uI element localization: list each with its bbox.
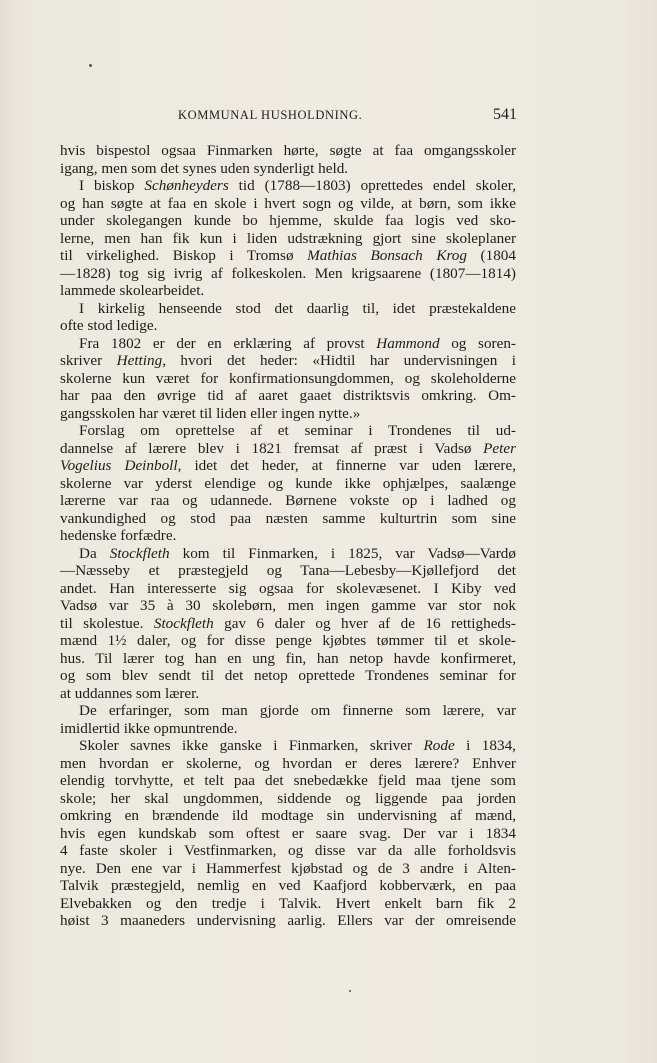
text-run: til skolestue.	[60, 614, 154, 632]
text-line	[60, 597, 516, 615]
text-run: I biskop	[79, 177, 145, 194]
text-line	[60, 247, 516, 265]
text-line	[60, 562, 516, 580]
text-run: ofte stod ledige.	[60, 317, 158, 334]
text-line	[60, 877, 516, 895]
text-run: skolerne var yderst elendige og kunde ikke ophjælpes, saalænge	[60, 474, 516, 492]
text-run: og som blev sendt til det netop oprettede Trondenes seminar for	[60, 667, 516, 684]
italic-name: Stockfleth	[153, 614, 214, 632]
text-line	[60, 212, 516, 230]
text-run: , idet det heder, at finnerne var uden lærere,	[177, 457, 516, 474]
running-header	[0, 108, 657, 128]
text-line	[60, 632, 516, 650]
text-line	[60, 755, 516, 773]
text-line	[60, 895, 516, 913]
text-run: skriver	[60, 352, 117, 369]
text-line	[60, 370, 516, 388]
running-title: KOMMUNAL HUSHOLDNING.	[178, 108, 363, 122]
text-line	[60, 195, 516, 213]
text-run: Forslag om oprettelse af et seminar i Trondenes til ud-	[79, 422, 516, 439]
text-line	[60, 440, 516, 458]
text-run: lærerne var raa og udannede. Børnene vokste op i ladhed og	[60, 492, 516, 509]
text-run: gangsskolen har været til liden eller ingen nytte.»	[60, 404, 361, 422]
text-line	[60, 457, 516, 475]
italic-name: Schønheyders	[144, 177, 229, 194]
text-run: og soren-	[439, 334, 516, 352]
text-run: De erfaringer, som man gjorde om finnerne som lærere, var	[79, 702, 516, 719]
text-line	[60, 160, 516, 178]
text-run: hvis egen kundskab som oftest er saare svag. Der var i 1834	[60, 824, 516, 842]
text-run: til virkelighed. Biskop i Tromsø	[60, 247, 308, 264]
italic-name: Hetting	[116, 352, 163, 369]
text-run: har paa den øvrige tid af aaret gaaet distriktsvis omkring. Om-	[60, 387, 516, 404]
text-line	[60, 265, 516, 283]
text-run: men hvordan er skolerne, og hvordan er deres lærere? Enhver	[60, 754, 516, 772]
text-run: og han søgte at faa en skole i hvert sogn og vilde, at børn, som ikke	[60, 194, 516, 212]
text-line	[60, 650, 516, 668]
text-line	[60, 527, 516, 545]
text-run: 4 faste skoler i Vestfinmarken, og disse var da alle forholdsvis	[60, 842, 516, 859]
text-run: Fra 1802 er der en erklæring af provst	[79, 334, 377, 352]
text-line	[60, 177, 516, 195]
text-run: I kirkelig henseende stod det daarlig til, idet præstekaldene	[79, 299, 516, 317]
text-line	[60, 825, 516, 843]
text-run: tid (1788—1803) oprettedes endel skoler,	[228, 177, 516, 194]
italic-name: Rode	[423, 737, 455, 754]
text-line	[60, 580, 516, 598]
text-run: under skolegangen kunde bo hjemme, skulde faa logis ved sko-	[60, 212, 516, 229]
text-run: hus. Til lærer tog han en ung fin, han netop havde konfirmeret,	[60, 649, 516, 667]
text-run: , hvori det heder: «Hidtil har undervisningen i	[162, 352, 516, 369]
text-run: —Næsseby et præstegjeld og Tana—Lebesby—Kjøllefjord det	[60, 562, 516, 579]
body-text	[60, 142, 516, 930]
text-line	[60, 615, 516, 633]
text-line	[60, 737, 516, 755]
text-line	[60, 230, 516, 248]
italic-name: Vogelius Deinboll	[60, 457, 178, 474]
text-run: elendig torvhytte, et telt paa det snebedække fjeld maa tjene som	[60, 772, 516, 789]
text-line	[60, 912, 516, 930]
text-line	[60, 860, 516, 878]
text-run: kom til Finmarken, i 1825, var Vadsø—Vardø	[169, 544, 516, 562]
text-run: —1828) tog sig ivrig af folkeskolen. Men krigsaarene (1807—1814)	[60, 264, 516, 282]
text-run: imidlertid ikke opmuntrende.	[60, 719, 238, 737]
text-run: Vadsø var 35 à 30 skolebørn, men ingen gamme var stor nok	[60, 597, 516, 614]
text-run: Talvik præstegjeld, nemlig en ved Kaafjord kobberværk, en paa	[60, 877, 516, 894]
text-run: høist 3 maaneders undervisning aarlig. Ellers var der omreisende	[60, 912, 516, 929]
text-line	[60, 772, 516, 790]
text-line	[60, 387, 516, 405]
text-run: mænd 1½ daler, og for disse penge kjøbtes tømmer til et skole-	[60, 632, 516, 649]
text-run: (1804	[467, 247, 516, 264]
text-line	[60, 720, 516, 738]
italic-name: Mathias Bonsach Krog	[307, 247, 467, 264]
text-run: vankundighed og stod paa næsten samme kulturtrin som sine	[60, 509, 516, 527]
text-run: Elvebakken og den tredje i Talvik. Hvert enkelt barn fik 2	[60, 894, 516, 912]
text-line	[60, 510, 516, 528]
text-run: hedenske forfædre.	[60, 527, 177, 544]
text-run: nye. Den ene var i Hammerfest kjøbstad og de 3 andre i Alten-	[60, 859, 516, 877]
italic-name: Hammond	[376, 334, 440, 352]
text-line	[60, 142, 516, 160]
text-line	[60, 405, 516, 423]
text-line	[60, 282, 516, 300]
text-run: i 1834,	[454, 737, 516, 754]
text-run: dannelse af lærere blev i 1821 fremsat af præst i Vadsø	[60, 439, 484, 457]
italic-name: Stockfleth	[109, 544, 170, 562]
text-run: andet. Han interesserte sig ogsaa for skolevæsenet. I Kiby ved	[60, 579, 516, 597]
text-line	[60, 492, 516, 510]
page-number: 541	[493, 106, 517, 123]
text-run: lerne, men han fik kun i liden udstrækning gjort sine skoleplaner	[60, 229, 516, 247]
text-run: skolerne kun været for konfirmationsungdommen, og skoleholderne	[60, 369, 516, 387]
text-line	[60, 807, 516, 825]
paper-speck	[89, 64, 92, 67]
italic-name: Peter	[483, 439, 516, 457]
text-line	[60, 335, 516, 353]
text-line	[60, 790, 516, 808]
text-run: Da	[79, 544, 110, 562]
text-run: lammede skolearbeidet.	[60, 282, 205, 299]
text-run: skole; her skal ungdommen, siddende og liggende paa jorden	[60, 789, 516, 807]
text-run: hvis bispestol ogsaa Finmarken hørte, søgte at faa omgangsskoler	[60, 142, 516, 159]
text-line	[60, 475, 516, 493]
text-line	[60, 702, 516, 720]
text-line	[60, 842, 516, 860]
text-run: Skoler savnes ikke ganske i Finmarken, skriver	[79, 737, 424, 754]
paper-speck	[349, 990, 351, 992]
text-run: igang, men som det synes uden synderligt held.	[60, 159, 349, 177]
text-line	[60, 685, 516, 703]
text-run: at uddannes som lærer.	[60, 684, 200, 702]
text-run: gav 6 daler og hver af de 16 rettigheds-	[213, 614, 516, 632]
text-line	[60, 667, 516, 685]
text-line	[60, 317, 516, 335]
text-run: omkring en brændende ild modtage sin undervisning af mænd,	[60, 807, 516, 824]
text-line	[60, 300, 516, 318]
text-line	[60, 352, 516, 370]
text-line	[60, 545, 516, 563]
text-line	[60, 422, 516, 440]
